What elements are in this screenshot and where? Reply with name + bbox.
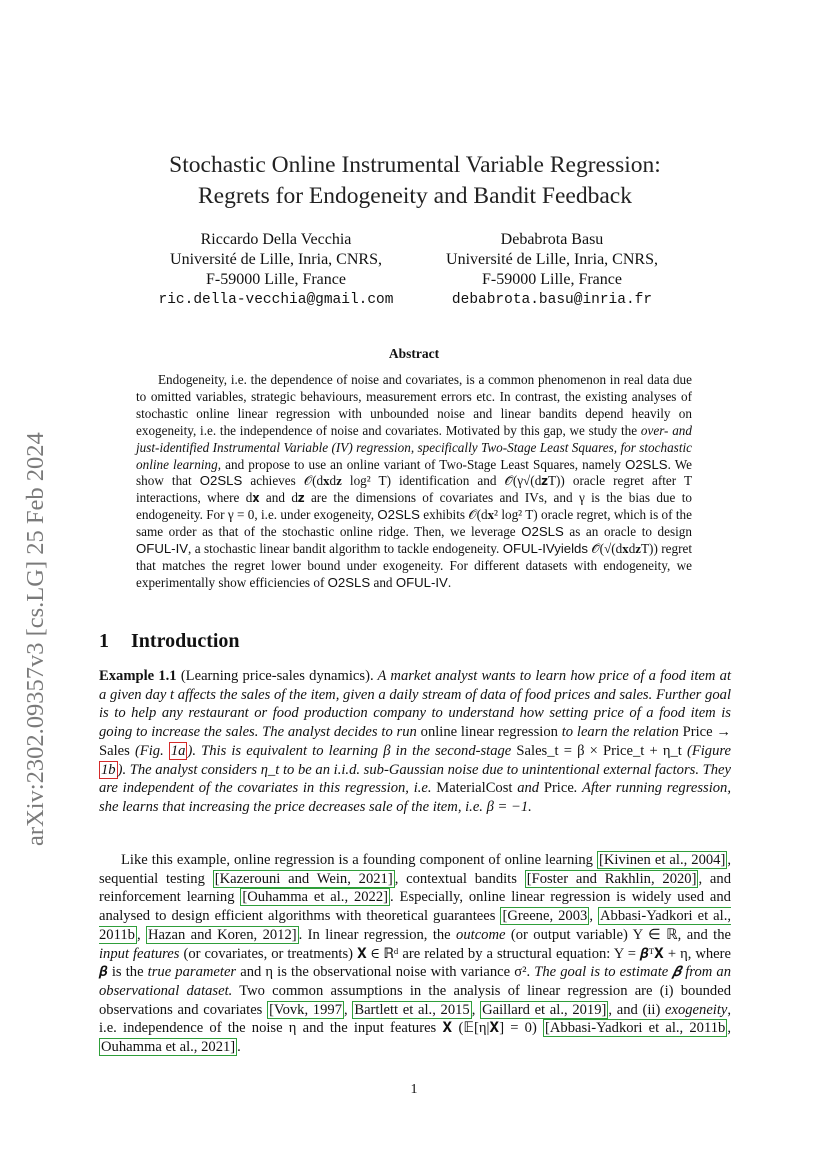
- body-seg: , and reinforcement learning: [99, 870, 731, 906]
- title-line-2: Regrets for Endogeneity and Bandit Feedback: [198, 183, 632, 209]
- abstract-seg: .: [447, 574, 452, 590]
- body-italic: The goal is to estimate 𝜷 from an observational dataset.: [99, 964, 731, 999]
- page-number: 1: [410, 1082, 418, 1097]
- algo-name: OFUL-IV: [395, 574, 448, 590]
- abstract-italic: over- and just-identified Instrumental Variable (IV) regression, specifically Two-Stage Least Squares, for stochastic online learning,: [136, 422, 692, 472]
- author-email[interactable]: debabrota.basu@inria.fr: [451, 292, 653, 308]
- body-seg: Two common assumptions in the analysis of linear regression are (i) bounded observations and covariates: [99, 982, 731, 1018]
- citation-link[interactable]: [Abbasi-Yadkori et al., 2011b: [545, 1020, 726, 1037]
- author-2: [421, 230, 683, 310]
- citation-link[interactable]: Gaillard et al., 2019]: [482, 1001, 607, 1018]
- body-seg: and η is the observational noise with variance σ².: [236, 964, 535, 981]
- section-number: 1: [99, 630, 109, 652]
- citation-link[interactable]: [Kivinen et al., 2004]: [598, 852, 726, 868]
- algo-name: O2SLS: [199, 473, 243, 489]
- example-seg: Price: [543, 780, 574, 797]
- example-seg: . After running regression, she learns that increasing the price decreases sale of the item, i.e. β = −1.: [99, 780, 731, 815]
- abstract-seg: and propose to use an online variant of Two-Stage Least Squares, namely: [221, 456, 626, 472]
- author-1: [145, 230, 407, 310]
- algo-name: OFUL-IV: [136, 541, 189, 557]
- example-seg: to learn the relation: [557, 724, 683, 741]
- example-name: (Learning price-sales dynamics).: [180, 668, 374, 684]
- citation-link[interactable]: [Vovk, 1997: [269, 1001, 342, 1018]
- section-title: Introduction: [131, 630, 240, 652]
- figure-link[interactable]: 1a: [170, 742, 186, 759]
- body-italic: true parameter: [147, 964, 237, 981]
- example-seg: MaterialCost: [436, 780, 513, 797]
- body-seg: . Especially, online linear regression is widely used and analysed to design efficient algorithms with theoretical guarantees: [99, 889, 731, 925]
- body-seg: , contextual bandits: [394, 870, 525, 887]
- abstract-seg: . We show that: [136, 456, 692, 489]
- example-seg: ). This is equivalent to learning β in the second-stage: [187, 742, 517, 759]
- figure-link[interactable]: 1b: [101, 761, 116, 778]
- body-italic: exogeneity: [665, 1001, 728, 1018]
- citation-link[interactable]: [Greene, 2003: [502, 908, 588, 925]
- author-name: Riccardo Della Vecchia: [200, 231, 352, 248]
- algo-name: OFUL-IVyields: [502, 541, 588, 557]
- body-seg: , i.e. independence of the noise η and the input features 𝐗 (𝔼[η|𝐗] = 0): [99, 1001, 732, 1037]
- body-seg: (or covariates, or treatments) 𝐗 ∈ ℝᵈ are related by a structural equation: Y = 𝜷ᵀ𝐗 + η, where 𝜷 is the: [99, 945, 731, 981]
- body-seg: , and (ii): [608, 1001, 665, 1018]
- algo-name: O2SLS: [327, 574, 371, 590]
- example-seg: ). The analyst considers η_t to be an i.i.d. sub-Gaussian noise due to unintentional external factors. They are independent of the covariates in this regression, i.e.: [99, 761, 731, 797]
- body-seg: . In linear regression, the: [298, 926, 457, 943]
- body-italic: outcome: [456, 926, 506, 943]
- example-seg: and: [512, 780, 544, 797]
- abstract-seg: Endogeneity, i.e. the dependence of noise and covariates, is a common phenomenon in real data due to omitted variables, strategic behaviours, measurement errors etc. In contrast, the existing analyses of stochastic online linear regression with unbounded noise and linear bandits depend heavily on exogeneity, i.e. the independence of noise and covariates. Motivated by this gap, we study the: [136, 372, 692, 438]
- abstract-heading: Abstract: [388, 346, 440, 361]
- example-seg: A market analyst wants to learn how price of a food item at a given day t affects the sales of the item, given a daily stream of data of food prices and sales. Further goal is to help any restaurant or food production company to understand how setting price of a food item is going to increase the sales. The analyst decides to run: [99, 668, 731, 741]
- abstract-seg: and: [370, 574, 396, 590]
- author-email[interactable]: ric.della-vecchia@gmail.com: [158, 292, 394, 308]
- citation-link[interactable]: Abbasi-Yadkori et al., 2011b: [99, 908, 731, 943]
- example-seg: Sales_t = β × Price_t + η_t: [516, 742, 682, 759]
- algo-name: O2SLS: [625, 456, 668, 472]
- citation-link[interactable]: [Foster and Rakhlin, 2020]: [526, 870, 697, 887]
- citation-link[interactable]: Hazan and Koren, 2012]: [147, 926, 297, 943]
- citation-link[interactable]: [Ouhamma et al., 2022]: [242, 889, 389, 906]
- body-italic: input features: [99, 945, 180, 962]
- abstract-seg: achieves 𝒪(d𝐱d𝐳 log² T) identification and 𝒪̃(γ√(d𝐳T)) oracle regret after T interactions, where d𝐱 and d𝐳 are the dimensions of covariates and IVs, and γ is the bias due to endogeneity. For γ = 0, i.e. under exogeneity,: [136, 473, 693, 523]
- title-line-1: Stochastic Online Instrumental Variable Regression:: [169, 152, 661, 178]
- citation-link[interactable]: [Kazerouni and Wein, 2021]: [214, 870, 393, 887]
- algo-name: O2SLS: [377, 507, 420, 523]
- section-heading: [99, 630, 240, 653]
- example-seg: online linear regression: [420, 724, 558, 741]
- abstract-text: [136, 372, 692, 592]
- citation-link[interactable]: Bartlett et al., 2015: [354, 1001, 470, 1018]
- arxiv-identifier: arXiv:2302.09357v3 [cs.LG] 25 Feb 2024: [22, 432, 49, 846]
- paper-title: [99, 150, 731, 212]
- author-name: Debabrota Basu: [500, 231, 604, 248]
- abstract-seg: exhibits 𝒪(d𝐱² log² T) oracle regret, which is of the same order as that of the stochastic online ridge. Then, we leverage: [136, 507, 692, 540]
- abstract-seg: 𝒪̃(√(d𝐱d𝐳T)) regret that matches the regret lower bound under exogeneity. For different datasets with endogeneity, we experimentally show efficiencies of: [136, 541, 692, 590]
- body-seg: Like this example, online regression is a founding component of online learning: [121, 852, 597, 868]
- author-affiliation: Université de Lille, Inria, CNRS,: [170, 251, 382, 268]
- example-label: Example 1.1: [99, 668, 177, 684]
- author-affiliation: Université de Lille, Inria, CNRS,: [446, 251, 658, 268]
- example-paragraph: [99, 667, 731, 817]
- algo-name: O2SLS: [521, 524, 564, 540]
- example-seg: (Fig.: [129, 742, 169, 759]
- abstract-seg: as an oracle to design: [563, 524, 692, 540]
- body-seg: , sequential testing: [99, 852, 731, 887]
- body-seg: (or output variable) Y ∈ ℝ, and the: [505, 926, 731, 943]
- example-seg: (Figure: [681, 742, 732, 759]
- example-seg: Price → Sales: [99, 724, 732, 759]
- abstract-seg: , a stochastic linear bandit algorithm to tackle endogeneity.: [188, 541, 503, 557]
- author-city: F-59000 Lille, France: [206, 271, 346, 288]
- citation-link[interactable]: Ouhamma et al., 2021]: [101, 1039, 236, 1056]
- body-seg: .: [237, 1039, 241, 1056]
- body-paragraph: Like this example, online regression is a founding component of online learning [Kivinen et al., 2004] , sequential testing [Kazerouni and Wein, 2021] , contextual bandits [Foster and Rakhlin, 2020] , and reinforcement learning [Ouhamma et al., 2022] . Especially, online linear regression is widely used and analysed to design efficient algorithms with theoretical guarantees [Greene, 2003 , Abbasi-Yadkori et al., 2011b , Hazan and Koren, 2012] . In linear regression, the outcome (or output variable) Y ∈ ℝ, and the input features (or covariates, or treatments) 𝐗 ∈ ℝᵈ are related by a structural equation: Y = 𝜷ᵀ𝐗 + η, where 𝜷 is the true parameter and η is the observational noise with variance σ². The goal is to estimate 𝜷 from an observational dataset. Two common assumptions in the analysis of linear regression are (i) bounded observations and covariates [Vovk, 1997 , Bartlett et al., 2015 , Gaillard et al., 2019] , and (ii) exogeneity, i.e. independence of the noise η and the input features 𝐗 (𝔼[η|𝐗] = 0) [Abbasi-Yadkori et al., 2011b , Ouhamma et al., 2021] .: [99, 852, 732, 1056]
- author-city: F-59000 Lille, France: [482, 271, 622, 288]
